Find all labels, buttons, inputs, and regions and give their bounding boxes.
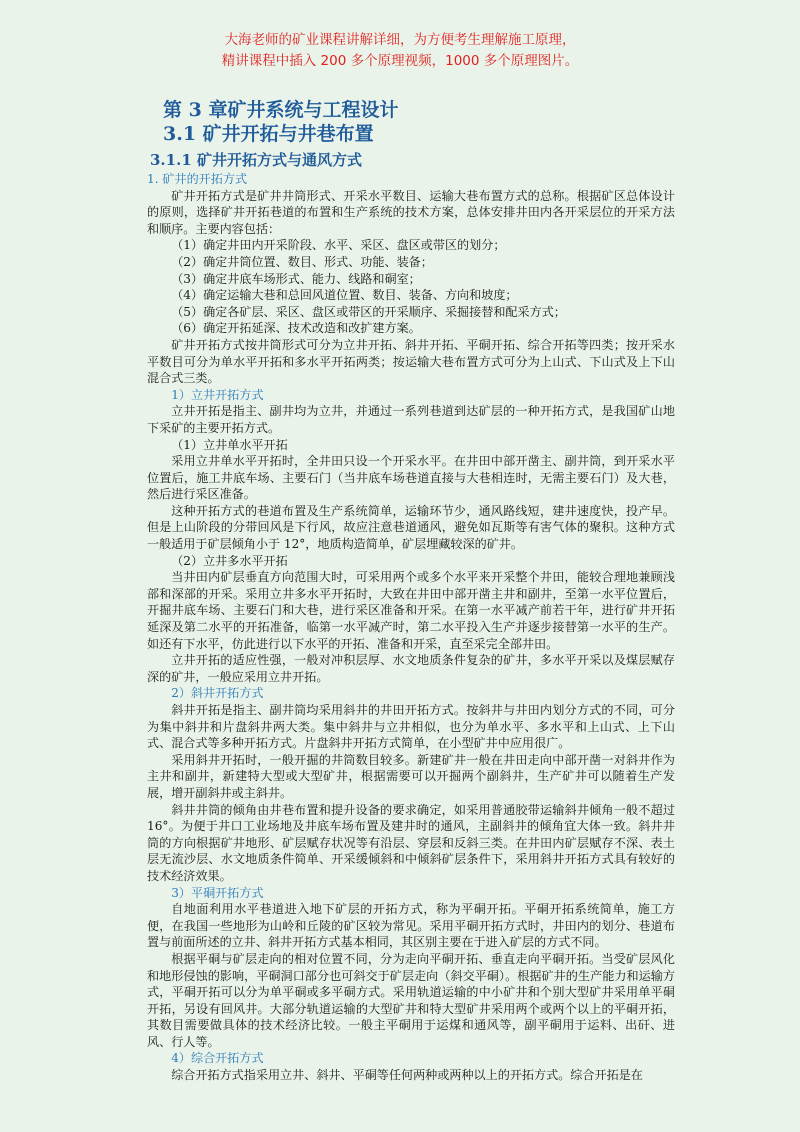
paragraph: 矿井开拓方式是矿井井筒形式、开采水平数目、运输大巷布置方式的总称。根据矿区总体设计的原则，选择矿井开拓巷道的布置和生产系统的技术方案，总体安排井田内各开采层位的开采方法和顺序。主要内容包括：: [147, 188, 675, 236]
heading-inclined-shaft: 2）斜井开拓方式: [171, 686, 264, 701]
paragraph: 矿井开拓方式按井筒形式可分为立井开拓、斜井开拓、平硐开拓、综合开拓等四类；按开采水平数目可分为单水平开拓和多水平开拓两类；按运输大巷布置方式可分为上山式、下山式及上下山混合式三类。: [147, 337, 675, 386]
body-content: [147, 171, 675, 1084]
paragraph: 根据平硐与矿层走向的相对位置不同，分为走向平硐开拓、垂直走向平硐开拓。当受矿层风化和地形侵蚀的影响，平硐洞口部分也可斜交于矿层走向（斜交平硐）。根据矿井的生产能力和运输方式，平硐开拓可以分为单平硐或多平硐方式。采用轨道运输的中小矿井和个别大型矿井采用单平硐开拓，另设有回风井。大部分轨道运输的大型矿井和特大型矿井采用两个或两个以上的平硐开拓，其数目需要做具体的技术经济比较。一般主平硐用于运煤和通风等，副平硐用于运料、出矸、进风、行人等。: [147, 951, 675, 1049]
paragraph: 斜井井筒的倾角由井巷布置和提升设备的要求确定，如采用普通胶带运输斜井倾角一般不超过 16°。为便于井口工业场地及井底车场布置及建井时的通风，主副斜井的倾角宜大体一致。斜井井筒的方向根据矿井地形、矿层赋存状况等有沿层、穿层和反斜三类。在井田内矿层赋存不深、表土层无流沙层、水文地质条件简单、开采缓倾斜和中倾斜矿层条件下，采用斜井开拓方式具有较好的技术经济效果。: [147, 802, 675, 883]
list-item: （4）确定运输大巷和总回风道位置、数目、装备、方向和坡度；: [171, 288, 518, 303]
list-item: （6）确定开拓延深、技术改造和改扩建方案。: [171, 321, 421, 336]
paragraph: 斜井开拓是指主、副井筒均采用斜井的井田开拓方式。按斜井与井田内划分方式的不同，可分为集中斜井和片盘斜井两大类。集中斜井与立井相似，也分为单水平、多水平和上山式、上下山式、混合式等多种开拓方式。片盘斜井开拓方式简单，在小型矿井中应用很广。: [147, 703, 675, 751]
subheading-multi-level: （2）立井多水平开拓: [171, 553, 288, 568]
paragraph: 综合开拓方式指采用立井、斜井、平硐等任何两种或两种以上的开拓方式。综合开拓是在: [171, 1068, 643, 1083]
promo-line-1: 大海老师的矿业课程讲解详细，为方便考生理解施工原理，: [224, 32, 576, 48]
section-title: 3.1 矿井开拓与井巷布置: [163, 123, 374, 145]
paragraph: 采用斜井开拓时，一般开掘的井筒数目较多。新建矿井一般在井田走向中部开凿一对斜井作为主井和副井，新建特大型或大型矿井，根据需要可以开掘两个副斜井，生产矿井可以随着生产发展，增开副斜井或主斜井。: [147, 752, 675, 800]
paragraph: 采用立井单水平开拓时，全井田只设一个开采水平。在井田中部开凿主、副井筒，到开采水平位置后，施工井底车场、主要石门（当井底车场巷道直接与大巷相连时，无需主要石门）及大巷，然后进行采区准备。: [147, 454, 675, 502]
heading-adit: 3）平硐开拓方式: [171, 885, 264, 900]
paragraph: 当井田内矿层垂直方向范围大时，可采用两个或多个水平来开采整个井田，能较合理地兼顾浅部和深部的开采。采用立井多水平开拓时，大致在井田中部开凿主井和副井，至第一水平位置后，开掘井底车场、主要石门和大巷，进行采区准备和开采。在第一水平减产前若干年，进行矿井开拓延深及第二水平的开拓准备，临第一水平减产时，第二水平投入生产并逐步接替第一水平的生产。如还有下水平，仿此进行以下水平的开拓、准备和开采，直至采完全部井田。: [147, 570, 675, 651]
list-item: （5）确定各矿层、采区、盘区或带区的开采顺序、采掘接替和配采方式；: [171, 304, 566, 319]
list-item: （1）确定井田内开采阶段、水平、采区、盘区或带区的划分；: [171, 238, 506, 253]
list-item: （2）确定井筒位置、数目、形式、功能、装备；: [171, 254, 433, 269]
heading-vertical-shaft: 1）立井开拓方式: [171, 387, 264, 402]
subsection-title: 3.1.1 矿井开拓方式与通风方式: [150, 151, 362, 169]
promo-banner: [0, 30, 800, 72]
paragraph: 立井开拓是指主、副井均为立井，并通过一系列巷道到达矿层的一种开拓方式，是我国矿山地下采矿的主要开拓方式。: [147, 404, 675, 435]
paragraph: 立井开拓的适应性强，一般对冲积层厚、水文地质条件复杂的矿井，多水平开采以及煤层赋存深的矿井，一般应采用立井开拓。: [147, 653, 675, 684]
paragraph: 自地面利用水平巷道进入地下矿层的开拓方式，称为平硐开拓。平硐开拓系统简单，施工方便，在我国一些地形为山岭和丘陵的矿区较为常见。采用平硐开拓方式时，井田内的划分、巷道布置与前面所述的立井、斜井开拓方式基本相同，其区别主要在于进入矿层的方式不同。: [147, 902, 675, 950]
list-item: （3）确定井底车场形式、能力、线路和硐室；: [171, 271, 421, 286]
heading-combined: 4）综合开拓方式: [171, 1051, 264, 1066]
paragraph: 这种开拓方式的巷道布置及生产系统简单，运输环节少，通风路线短，建井速度快，投产早。但是上山阶段的分带回风是下行风，故应注意巷道通风，避免如瓦斯等有害气体的聚积。这种方式一般适用于矿层倾角小于 12°，地质构造简单，矿层埋藏较深的矿井。: [147, 503, 675, 552]
promo-line-2: 精讲课程中插入 200 多个原理视频，1000 多个原理图片。: [221, 53, 579, 69]
subheading-single-level: （1）立井单水平开拓: [171, 437, 288, 452]
chapter-title: 第 3 章矿井系统与工程设计: [163, 99, 399, 121]
heading-mining-development: 1. 矿井的开拓方式: [147, 172, 248, 186]
